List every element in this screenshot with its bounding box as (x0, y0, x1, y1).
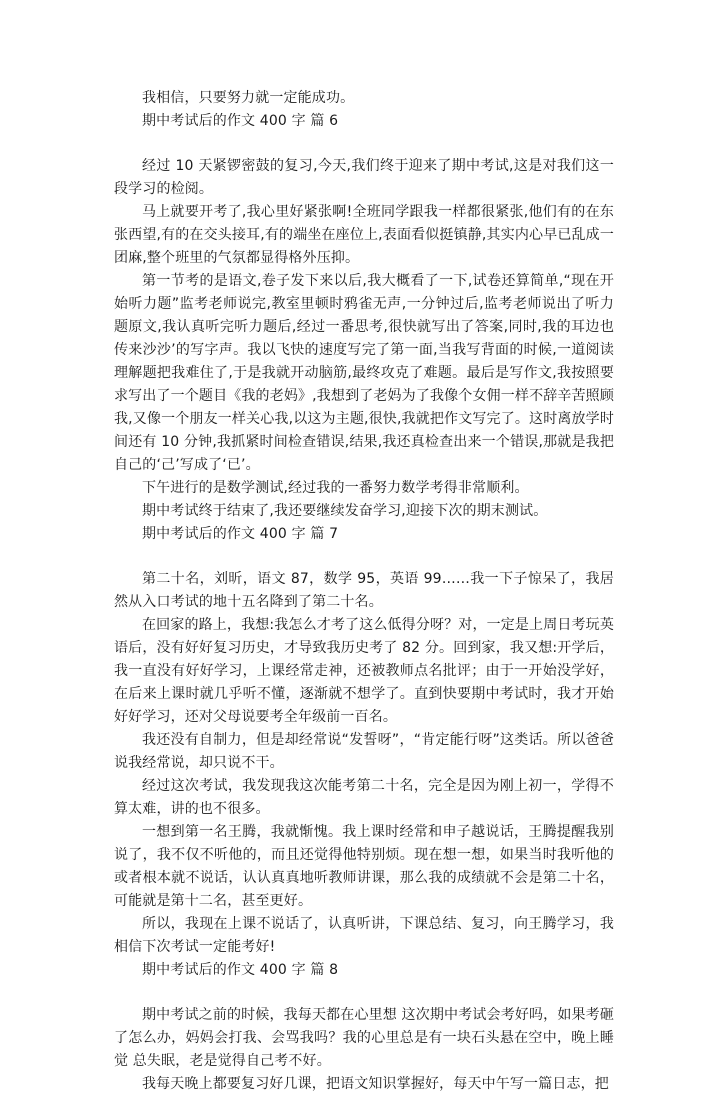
paragraph: 马上就要开考了,我心里好紧张啊!全班同学跟我一样都很紧张,他们有的在东张西望,有的在交头接耳,有的端坐在座位上,表面看似挺镇静,其实内心早已乱成一团麻,整个班里的气氛都显得格外压抑。 (114, 204, 614, 266)
paragraph: 一想到第一名王腾，我就惭愧。我上课时经常和申子越说话，王腾提醒我别说了，我不仅不听他的，而且还觉得他特别烦。现在想一想，如果当时我听他的或者根本就不说话，认认真真地听教师讲课，那么我的成绩就不会是第二十名，可能就是第十二名，甚至更好。 (114, 824, 614, 909)
essay-heading-8: 期中考试后的作文 400 字 篇 8 (142, 962, 339, 978)
paragraph: 我每天晚上都要复习好几课，把语文知识掌握好，每天中午写一篇日志，把 (142, 1076, 609, 1092)
closing-line: 我相信，只要努力就一定能成功。 (142, 90, 355, 106)
paragraph: 期中考试终于结束了,我还要继续发奋学习,迎接下次的期末测试。 (142, 503, 548, 519)
paragraph: 我还没有自制力，但是却经常说“发誓呀”，“肯定能行呀”这类话。所以爸爸说我经常说，却只说不干。 (114, 732, 614, 771)
paragraph: 下午进行的是数学测试,经过我的一番努力数学考得非常顺利。 (142, 480, 529, 496)
paragraph: 经过 10 天紧锣密鼓的复习,今天,我们终于迎来了期中考试,这是对我们这一段学习的检阅。 (114, 158, 614, 197)
document-body (114, 87, 614, 1096)
essay-heading-6: 期中考试后的作文 400 字 篇 6 (142, 113, 339, 129)
paragraph: 第二十名，刘昕，语文 87，数学 95，英语 99……我一下子惊呆了，我居然从入口考试的地十五名降到了第二十名。 (114, 571, 614, 610)
section-gap (114, 982, 614, 1004)
paragraph: 第一节考的是语文,卷子发下来以后,我大概看了一下,试卷还算简单,“现在开始听力题”监考老师说完,教室里顿时鸦雀无声,一分钟过后,监考老师说出了听力题原文,我认真听完听力题后,经过一番思考,很快就写出了答案,同时,我的耳边也传来沙沙’的写字声。我以飞快的速度写完了第一面,当我写背面的时候,一道阅读理解题把我难住了,于是我就开动脑筋,最终攻克了难题。最后是写作文,我按照要求写出了一个题目《我的老妈》,我想到了老妈为了我像个女佣一样不辞辛苦照顾我,又像一个朋友一样关心我,以这为主题,很快,我就把作文写完了。这时离放学时间还有 10 分钟,我抓紧时间检查错误,结果,我还真检查出来一个错误,那就是我把自己的‘己’写成了‘已’。 (114, 273, 614, 473)
paragraph: 期中考试之前的时候，我每天都在心里想 这次期中考试会考好吗，如果考砸了怎么办，妈妈会打我、会骂我吗？我的心里总是有一块石头悬在空中，晚上睡觉 总失眠，老是觉得自己考不好。 (114, 1007, 614, 1069)
section-gap (114, 546, 614, 568)
paragraph: 所以，我现在上课不说话了，认真听讲，下课总结、复习，向王腾学习，我相信下次考试一定能考好! (114, 916, 614, 955)
paragraph: 在回家的路上，我想:我怎么才考了这么低得分呀？对，一定是上周日考玩英语后，没有好好复习历史，才导致我历史考了 82 分。回到家，我又想:开学后，我一直没有好好学习，上课经常走神，还被教师点名批评；由于一开始没学好，在后来上课时就几乎听不懂，逐渐就不想学了。直到快要期中考试时，我才开始好好学习，还对父母说要考全年级前一百名。 (114, 617, 614, 725)
essay-heading-7: 期中考试后的作文 400 字 篇 7 (142, 526, 339, 542)
paragraph: 经过这次考试，我发现我这次能考第二十名，完全是因为刚上初一，学得不算太难，讲的也不很多。 (114, 778, 614, 817)
section-gap (114, 133, 614, 155)
